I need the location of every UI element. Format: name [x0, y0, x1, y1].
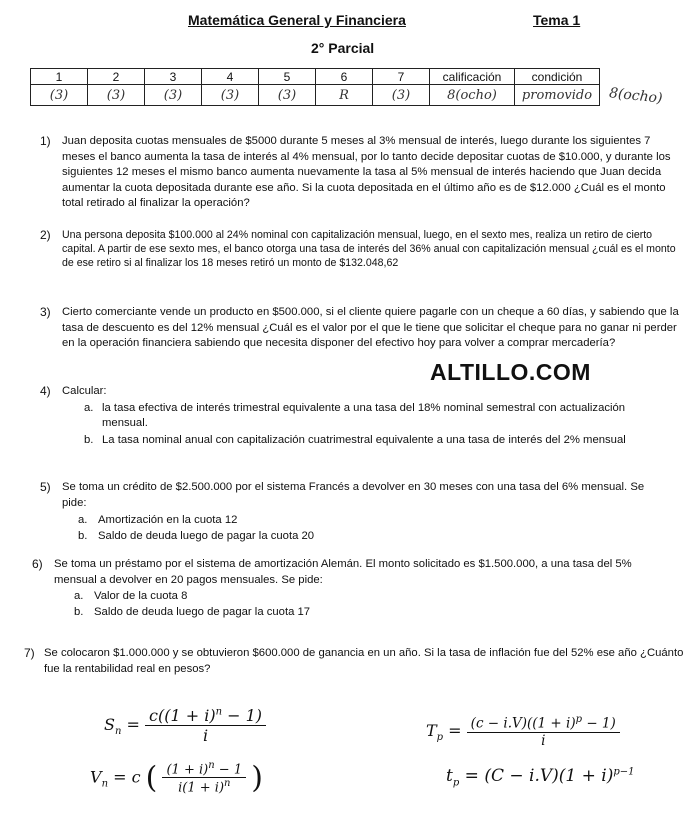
question-4-item-b: b. La tasa nominal anual con capitalización cuatrimestral equivalente a una tasa de interés del 2% mensual [84, 433, 626, 446]
grade-col-3: 3 [145, 69, 202, 85]
grade-col-calificacion: calificación [430, 69, 515, 85]
altillo-watermark: ALTILLO.COM [430, 359, 591, 385]
question-5 [40, 480, 670, 544]
grade-col-4: 4 [202, 69, 259, 85]
grade-mark-1: (3) [31, 85, 88, 106]
formula-vn: $V_n = c$ ( $\frac{(1 + i)^n - 1}{i(1 + i)^n}$ ) [90, 760, 263, 796]
question-1-text: Juan deposita cuotas mensuales de $5000 durante 5 meses al 3% mensual de interés, luego durante los siguientes 7 meses el banco aumenta la tasa de interés al 4% mensual, por lo tanto decide depositar cuotas de $10.000, y durante los siguientes 12 meses el mismo banco aumenta nuevamente la tasa al 5% mensual de interés haciendo que Juan decida aumentar la cuota depositada durante ese año. Si la cuota depositada en el último año es de $12.000 ¿Cuál es el monto total retirado al finalizar la operación? [62, 135, 671, 209]
question-1-number: 1) [40, 134, 51, 148]
question-3-number: 3) [40, 305, 51, 319]
grade-col-2: 2 [88, 69, 145, 85]
formula-vn-fraction: $\frac{(1 + i)^n - 1}{i(1 + i)^n}$ [162, 760, 246, 796]
grade-col-condicion: condición [515, 69, 600, 85]
formula-tp: $T_p$ = $\frac{(c - i.V)((1 + i)^p - 1)}{i}$ [426, 714, 620, 749]
grades-table [30, 68, 600, 106]
grade-mark-7: (3) [373, 85, 430, 106]
question-7-text: Se colocaron $1.000.000 y se obtuvieron $600.000 de ganancia en un año. Si la tasa de inflación fue del 52% ese año ¿Cuánto fue la rentabilidad real en pesos? [44, 647, 684, 675]
question-4-number: 4) [40, 384, 51, 398]
question-6-item-a: a. Valor de la cuota 8 [74, 590, 188, 602]
question-2-number: 2) [40, 228, 51, 242]
question-4-text: Calcular: [62, 385, 107, 397]
question-6-text: Se toma un préstamo por el sistema de amortización Alemán. El monto solicitado es $1.500.000, a una tasa del 5% mensual a devolver en 20 pagos mensuales. Se pide: [54, 558, 632, 586]
grade-mark-5: (3) [259, 85, 316, 106]
grades-marks-row [31, 85, 600, 106]
question-7 [24, 646, 692, 677]
question-4-item-a: a. la tasa efectiva de interés trimestral equivalente a una tasa del 18% nominal semestral con actualización mensual. [84, 401, 626, 429]
grade-mark-condicion: promovido [515, 85, 600, 106]
question-2-text: Una persona deposita $100.000 al 24% nominal con capitalización mensual, luego, en el sexto mes, realiza un retiro de cierto capital. A partir de ese sexto mes, el banco otorga una tasa de interés del 36% anual con capitalización mensual ¿cuál es el monto de ese retiro si al finalizar los 18 meses retiró un monto de $132.048,62 [62, 229, 676, 269]
exam-title: Matemática General y Financiera [188, 12, 406, 28]
grade-mark-6: R [316, 85, 373, 106]
question-6 [32, 557, 672, 620]
formula-tp-lower: $t_p = (C - i.V)(1 + i)^{p-1}$ [446, 766, 635, 789]
grade-col-6: 6 [316, 69, 373, 85]
grade-col-1: 1 [31, 69, 88, 85]
question-5-item-b: b. Saldo de deuda luego de pagar la cuota 20 [78, 530, 315, 542]
question-5-text: Se toma un crédito de $2.500.000 por el sistema Francés a devolver en 30 meses con una tasa del 6% mensual. Se pide: [62, 481, 645, 509]
question-2 [40, 228, 685, 270]
formula-tp-fraction: $\frac{(c - i.V)((1 + i)^p - 1)}{i}$ [467, 714, 620, 749]
question-6-number: 6) [32, 557, 43, 571]
grades-header-row [31, 69, 600, 85]
question-5-item-a: a. Amortización en la cuota 12 [78, 514, 238, 526]
grade-mark-2: (3) [88, 85, 145, 106]
grade-mark-calificacion: 8(ocho) [430, 85, 515, 106]
question-3-text: Cierto comerciante vende un producto en $500.000, si el cliente quiere pagarle con un cheque a 60 días, y sabiendo que la tasa de descuento es del 12% mensual ¿Cuál es el valor por el que le tiene que solicitar el cheque para no ganar ni perder en la operación financiera sabiendo que necesita disponer del efectivo hoy para volver a comprar mercadería? [62, 306, 679, 349]
grade-mark-4: (3) [202, 85, 259, 106]
question-7-number: 7) [24, 646, 35, 660]
grade-col-5: 5 [259, 69, 316, 85]
question-1 [40, 134, 685, 212]
question-3 [40, 305, 685, 352]
grade-col-7: 7 [373, 69, 430, 85]
handwritten-grade: 8(ocho) [608, 85, 664, 107]
question-4 [40, 384, 670, 448]
formula-sn-fraction: $\frac{c((1 + i)^n - 1)}{i}$ [145, 706, 266, 745]
grade-mark-3: (3) [145, 85, 202, 106]
exam-tema: Tema 1 [533, 12, 581, 28]
formula-sn: $S_n$ = $\frac{c((1 + i)^n - 1)}{i}$ [104, 706, 266, 745]
question-5-number: 5) [40, 480, 51, 494]
question-6-item-b: b. Saldo de deuda luego de pagar la cuota 17 [74, 606, 311, 618]
exam-parcial: 2° Parcial [311, 40, 375, 56]
